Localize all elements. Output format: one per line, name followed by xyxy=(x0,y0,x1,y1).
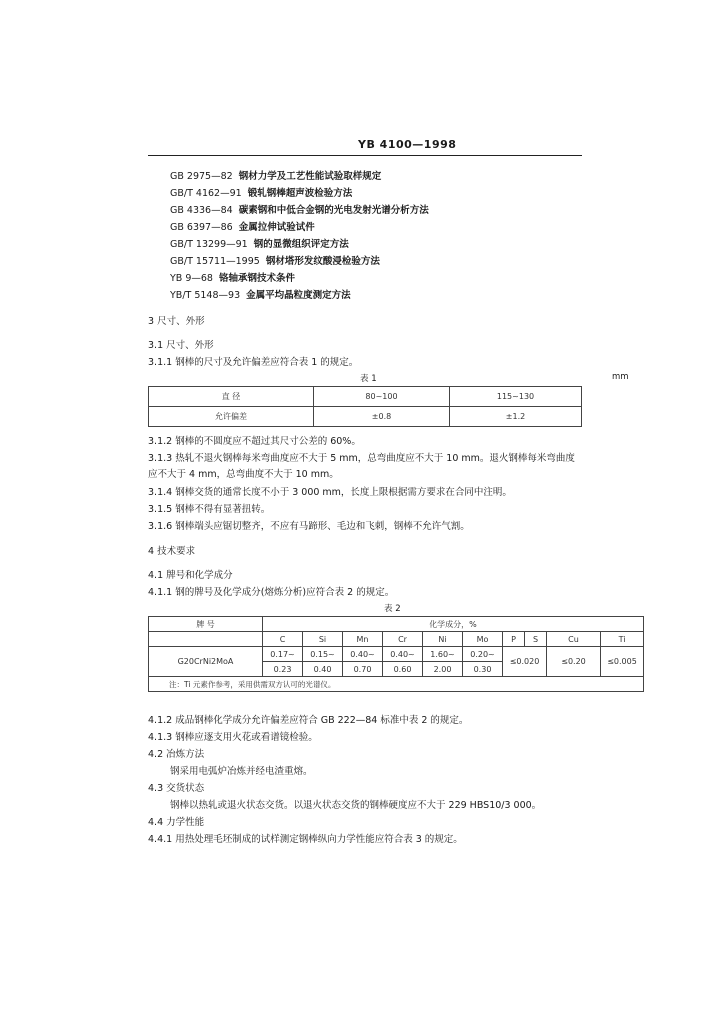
table-2-element: C xyxy=(263,632,303,647)
table-2-element: Cu xyxy=(547,632,601,647)
table-2-cell: 0.20~ xyxy=(463,647,503,662)
clause-3-1-5: 3.1.5 钢棒不得有显著扭转。 xyxy=(148,504,271,515)
clause-3-1-1: 3.1.1 钢棒的尺寸及允许偏差应符合表 1 的规定。 xyxy=(148,357,359,368)
table-2-cell: 0.40 xyxy=(303,662,343,677)
reference-item: YB 9—68 铬轴承钢技术条件 xyxy=(170,273,296,284)
table-2-cell: ≤0.20 xyxy=(547,647,601,677)
clause-4-1: 4.1 牌号和化学成分 xyxy=(148,570,233,581)
table-2-element: Ti xyxy=(601,632,644,647)
table-2-element: Mo xyxy=(463,632,503,647)
table-1-unit: mm xyxy=(612,372,629,382)
clause-4-1-1: 4.1.1 钢的牌号及化学成分(熔炼分析)应符合表 2 的规定。 xyxy=(148,587,395,598)
reference-item: YB/T 5148—93 金属平均晶粒度测定方法 xyxy=(170,290,351,301)
clause-4-1-2: 4.1.2 成品钢棒化学成分允许偏差应符合 GB 222—84 标准中表 2 的规定。 xyxy=(148,715,469,726)
table-2-cell: ≤0.020 xyxy=(503,647,547,677)
table-2-cell: 2.00 xyxy=(423,662,463,677)
table-2-cell: ≤0.005 xyxy=(601,647,644,677)
clause-4-3-body: 钢棒以热轧或退火状态交货。以退火状态交货的钢棒硬度应不大于 229 HBS10/3 000。 xyxy=(170,800,542,811)
clause-3-1: 3.1 尺寸、外形 xyxy=(148,340,214,351)
table-2-cell: 0.60 xyxy=(383,662,423,677)
section-4-heading: 4 技术要求 xyxy=(148,546,196,557)
table-2-element: P xyxy=(503,632,525,647)
clause-4-2-body: 钢采用电弧炉冶炼并经电渣重熔。 xyxy=(170,766,313,777)
table-1-cell: 115~130 xyxy=(450,387,582,407)
table-2-cell: 0.15~ xyxy=(303,647,343,662)
reference-item: GB 2975—82 钢材力学及工艺性能试验取样规定 xyxy=(170,171,382,182)
clause-3-1-6: 3.1.6 钢棒端头应锯切整齐，不应有马蹄形、毛边和飞刺，钢棒不允许气割。 xyxy=(148,521,470,532)
clause-3-1-3-cont: 应不大于 4 mm，总弯曲度不大于 10 mm。 xyxy=(148,469,339,480)
table-2-cell: 0.30 xyxy=(463,662,503,677)
table-2-cell xyxy=(149,632,263,647)
header-rule xyxy=(148,155,582,156)
table-2-cell: 0.40~ xyxy=(383,647,423,662)
table-2-grade: G20CrNi2MoA xyxy=(149,647,263,677)
table-1 xyxy=(148,386,582,427)
table-1-caption: 表 1 xyxy=(360,374,377,384)
table-2-element: Mn xyxy=(343,632,383,647)
standard-number-header: YB 4100—1998 xyxy=(358,138,457,151)
table-1-cell: ±0.8 xyxy=(314,407,450,427)
table-1-cell: 80~100 xyxy=(314,387,450,407)
reference-item: GB 6397—86 金属拉伸试验试件 xyxy=(170,222,315,233)
reference-item: GB 4336—84 碳素钢和中低合金钢的光电发射光谱分析方法 xyxy=(170,205,429,216)
table-2-cell: 0.17~ xyxy=(263,647,303,662)
table-2-caption: 表 2 xyxy=(384,604,401,614)
table-2-element: Cr xyxy=(383,632,423,647)
table-2-cell: 1.60~ xyxy=(423,647,463,662)
table-2-cell: 0.23 xyxy=(263,662,303,677)
table-2-element: S xyxy=(525,632,547,647)
clause-4-4: 4.4 力学性能 xyxy=(148,817,205,828)
table-2-header: 牌 号 xyxy=(149,617,263,632)
reference-item: GB/T 4162—91 锻轧钢棒超声波检验方法 xyxy=(170,188,353,199)
table-1-cell: ±1.2 xyxy=(450,407,582,427)
table-2-element: Ni xyxy=(423,632,463,647)
table-2 xyxy=(148,616,644,692)
clause-3-1-4: 3.1.4 钢棒交货的通常长度不小于 3 000 mm，长度上限根据需方要求在合同中注明。 xyxy=(148,487,512,498)
table-2-element: Si xyxy=(303,632,343,647)
reference-item: GB/T 15711—1995 钢材塔形发纹酸浸检验方法 xyxy=(170,256,380,267)
clause-4-3: 4.3 交货状态 xyxy=(148,783,205,794)
table-2-cell: 0.40~ xyxy=(343,647,383,662)
table-2-cell: 0.70 xyxy=(343,662,383,677)
clause-3-1-2: 3.1.2 钢棒的不圆度应不超过其尺寸公差的 60%。 xyxy=(148,436,361,447)
clause-3-1-3: 3.1.3 热轧不退火钢棒每米弯曲度应不大于 5 mm，总弯曲度应不大于 10 mm。退火钢棒每米弯曲度 xyxy=(148,453,575,464)
table-1-cell: 直 径 xyxy=(149,387,314,407)
clause-4-1-3: 4.1.3 钢棒应逐支用火花或看谱镜检验。 xyxy=(148,732,318,743)
reference-item: GB/T 13299—91 钢的显微组织评定方法 xyxy=(170,239,349,250)
clause-4-4-1: 4.4.1 用热处理毛坯制成的试样测定钢棒纵向力学性能应符合表 3 的规定。 xyxy=(148,834,463,845)
table-2-header: 化学成分，% xyxy=(263,617,644,632)
table-1-cell: 允许偏差 xyxy=(149,407,314,427)
clause-4-2: 4.2 冶炼方法 xyxy=(148,749,205,760)
section-3-heading: 3 尺寸、外形 xyxy=(148,316,205,327)
table-2-note: 注：Ti 元素作参考，采用供需双方认可的光谱仪。 xyxy=(149,677,644,692)
